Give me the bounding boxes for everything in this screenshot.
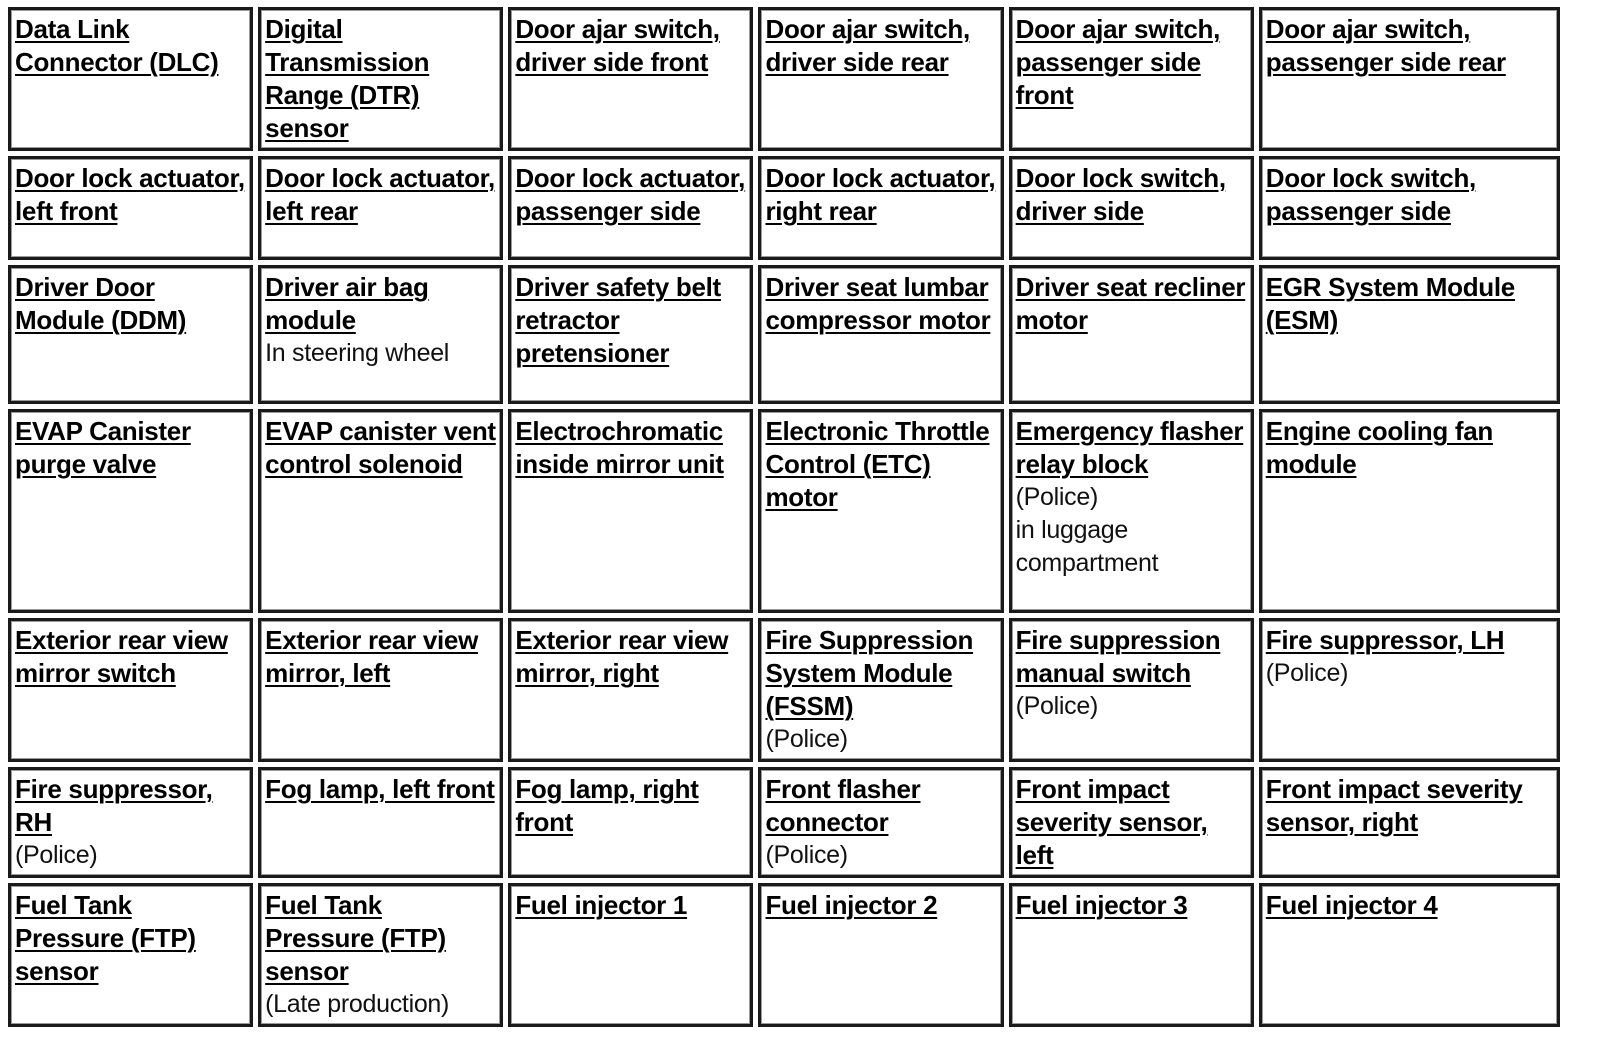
- component-link[interactable]: Door lock actuator, left front: [15, 163, 245, 226]
- component-link[interactable]: Fog lamp, left front: [265, 774, 495, 804]
- component-link[interactable]: EVAP canister vent control solenoid: [265, 416, 496, 479]
- component-location-note: (Police): [1015, 692, 1098, 720]
- table-cell: [8, 156, 253, 260]
- table-cell: [8, 767, 253, 878]
- table-cell: [8, 409, 253, 613]
- table-cell: [508, 7, 753, 151]
- component-link[interactable]: Fog lamp, right front: [515, 774, 699, 837]
- component-link[interactable]: Digital Transmission Range (DTR) sensor: [265, 14, 430, 143]
- table-cell: [258, 265, 503, 404]
- component-link[interactable]: Fuel injector 4: [1265, 890, 1438, 920]
- component-link[interactable]: Front impact severity sensor, right: [1265, 774, 1523, 837]
- component-link[interactable]: Driver air bag module: [265, 272, 429, 335]
- table-cell: [508, 409, 753, 613]
- table-cell: [1009, 409, 1254, 613]
- table-cell: [1009, 767, 1254, 878]
- table-cell: [258, 883, 503, 1027]
- table-cell: [1009, 265, 1254, 404]
- table-cell: [1259, 767, 1560, 878]
- component-link[interactable]: Door ajar switch, passenger side rear: [1265, 14, 1506, 77]
- table-cell: [758, 7, 1003, 151]
- table-cell: [508, 265, 753, 404]
- component-link[interactable]: Front impact severity sensor, left: [1015, 774, 1208, 870]
- table-cell: [258, 618, 503, 762]
- component-location-note: (Police): [765, 841, 848, 869]
- component-link[interactable]: EVAP Canister purge valve: [15, 416, 191, 479]
- table-cell: [1259, 618, 1560, 762]
- table-cell: [258, 409, 503, 613]
- component-link[interactable]: Fire suppressor, LH: [1265, 625, 1505, 655]
- table-cell: [508, 156, 753, 260]
- component-index-table: [3, 2, 1565, 1032]
- table-cell: [758, 409, 1003, 613]
- table-cell: [1009, 7, 1254, 151]
- component-link[interactable]: Exterior rear view mirror switch: [15, 625, 228, 688]
- component-link[interactable]: Fire suppression manual switch: [1015, 625, 1221, 688]
- table-row: [8, 883, 1560, 1027]
- component-link[interactable]: Door lock actuator, left rear: [265, 163, 495, 226]
- table-row: [8, 409, 1560, 613]
- table-cell: [508, 767, 753, 878]
- component-link[interactable]: EGR System Module (ESM): [1265, 272, 1515, 335]
- component-link[interactable]: Driver safety belt retractor pretensioner: [515, 272, 721, 368]
- component-link[interactable]: Fuel Tank Pressure (FTP) sensor: [15, 890, 196, 986]
- table-cell: [758, 156, 1003, 260]
- table-cell: [1009, 883, 1254, 1027]
- component-location-note: (Late production): [265, 990, 450, 1018]
- component-link[interactable]: Door ajar switch, driver side rear: [765, 14, 970, 77]
- component-link[interactable]: Fuel injector 2: [765, 890, 938, 920]
- component-link[interactable]: Door ajar switch, driver side front: [515, 14, 720, 77]
- component-location-note: (Police): [1015, 483, 1098, 511]
- table-cell: [1009, 156, 1254, 260]
- component-link[interactable]: Front flasher connector: [765, 774, 921, 837]
- table-cell: [1009, 618, 1254, 762]
- component-link[interactable]: Engine cooling fan module: [1265, 416, 1493, 479]
- table-cell: [8, 7, 253, 151]
- component-location-note: (Police): [15, 841, 98, 869]
- table-cell: [1259, 409, 1560, 613]
- table-cell: [1259, 156, 1560, 260]
- component-link[interactable]: Emergency flasher relay block: [1015, 416, 1244, 479]
- component-location-note: in luggage compartment: [1015, 516, 1159, 577]
- table-cell: [1259, 7, 1560, 151]
- component-location-note: (Police): [1265, 659, 1349, 687]
- component-link[interactable]: Driver seat lumbar compressor motor: [765, 272, 991, 335]
- table-cell: [8, 265, 253, 404]
- table-cell: [508, 618, 753, 762]
- component-link[interactable]: Exterior rear view mirror, left: [265, 625, 478, 688]
- table-cell: [758, 618, 1003, 762]
- component-link[interactable]: Door lock switch, driver side: [1015, 163, 1226, 226]
- component-link[interactable]: Fuel injector 1: [515, 890, 688, 920]
- table-row: [8, 7, 1560, 151]
- component-link[interactable]: Electronic Throttle Control (ETC) motor: [765, 416, 990, 512]
- component-link[interactable]: Data Link Connector (DLC): [15, 14, 219, 77]
- component-link[interactable]: Fuel Tank Pressure (FTP) sensor: [265, 890, 446, 986]
- table-cell: [1259, 883, 1560, 1027]
- table-cell: [258, 767, 503, 878]
- component-location-note: In steering wheel: [265, 339, 450, 367]
- component-location-note: (Police): [765, 725, 848, 753]
- table-cell: [758, 265, 1003, 404]
- table-row: [8, 618, 1560, 762]
- table-cell: [8, 618, 253, 762]
- table-row: [8, 767, 1560, 878]
- component-link[interactable]: Door lock actuator, right rear: [765, 163, 996, 226]
- component-link[interactable]: Door lock actuator, passenger side: [515, 163, 746, 226]
- component-link[interactable]: Exterior rear view mirror, right: [515, 625, 729, 688]
- component-link[interactable]: Fire suppressor, RH: [15, 774, 213, 837]
- table-cell: [258, 156, 503, 260]
- table-cell: [758, 883, 1003, 1027]
- table-cell: [8, 883, 253, 1027]
- component-link[interactable]: Door lock switch, passenger side: [1265, 163, 1476, 226]
- component-link[interactable]: Fire Suppression System Module (FSSM): [765, 625, 974, 721]
- table-row: [8, 156, 1560, 260]
- component-link[interactable]: Electrochromatic inside mirror unit: [515, 416, 724, 479]
- table-cell: [1259, 265, 1560, 404]
- table-cell: [258, 7, 503, 151]
- component-link[interactable]: Driver seat recliner motor: [1015, 272, 1246, 335]
- component-link[interactable]: Driver Door Module (DDM): [15, 272, 187, 335]
- component-link[interactable]: Door ajar switch, passenger side front: [1015, 14, 1221, 110]
- table-cell: [508, 883, 753, 1027]
- table-row: [8, 265, 1560, 404]
- table-cell: [758, 767, 1003, 878]
- component-link[interactable]: Fuel injector 3: [1015, 890, 1188, 920]
